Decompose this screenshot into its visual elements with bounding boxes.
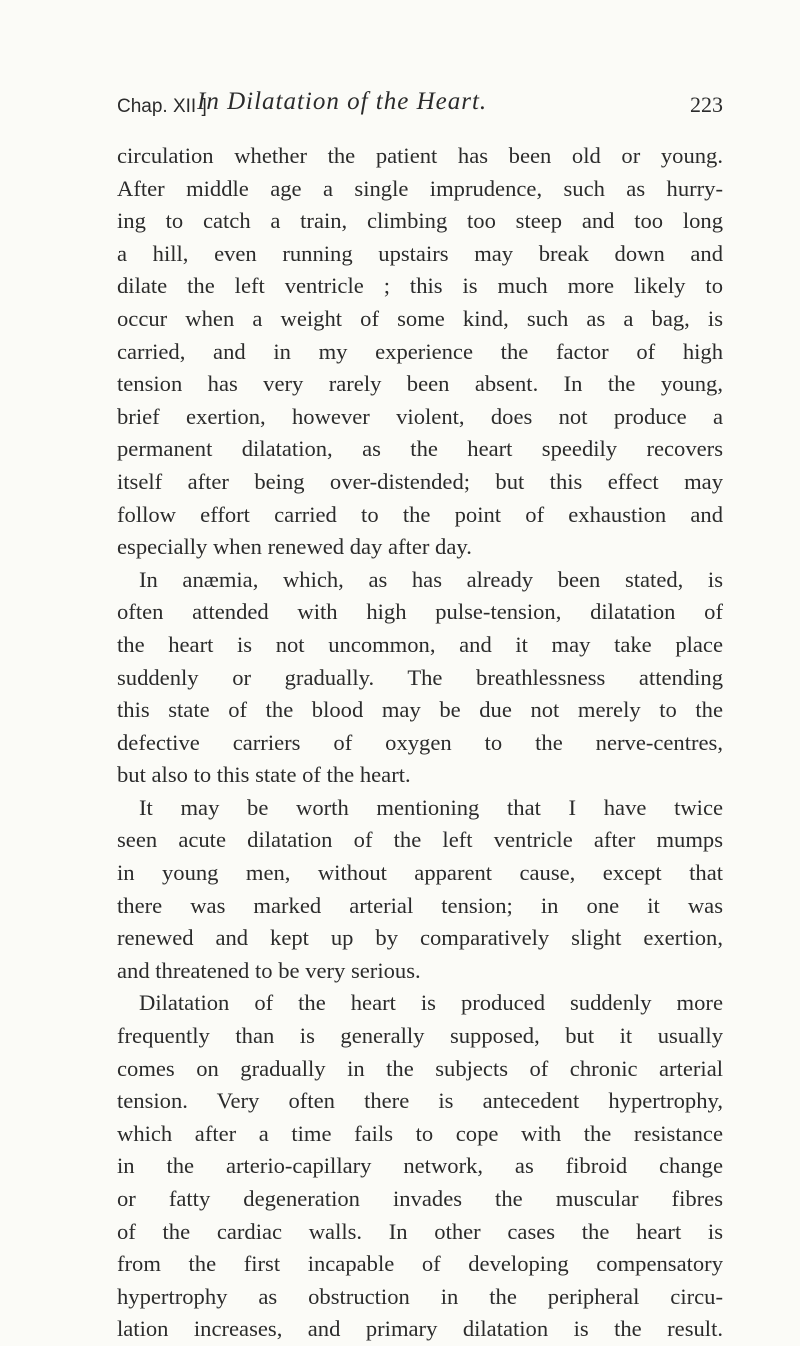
text-line: the heart is not uncommon, and it may take place: [117, 631, 723, 657]
text-line: which after a time fails to cope with the resistance: [117, 1120, 723, 1146]
text-line: suddenly or gradually. The breathlessness attending: [117, 664, 723, 690]
text-line: this state of the blood may be due not merely to the: [117, 697, 723, 723]
text-line: dilate the left ventricle ; this is much more likely to: [117, 273, 723, 299]
text-line: in young men, without apparent cause, except that: [117, 860, 723, 886]
text-line: of the cardiac walls. In other cases the heart is: [117, 1218, 723, 1244]
text-line: follow effort carried to the point of exhaustion and: [117, 501, 723, 527]
page-number: 223: [690, 92, 723, 117]
text-line: and threatened to be very serious.: [117, 957, 421, 983]
text-line: especially when renewed day after day.: [117, 534, 472, 560]
text-line: hypertrophy as obstruction in the peripheral circu-: [117, 1283, 723, 1309]
text-line: itself after being over-distended; but this effect may: [117, 468, 723, 494]
text-line: seen acute dilatation of the left ventricle after mumps: [117, 827, 723, 853]
page-body-text: [117, 140, 723, 1346]
text-line: from the first incapable of developing compensatory: [117, 1251, 723, 1277]
text-line: comes on gradually in the subjects of chronic arterial: [117, 1055, 723, 1081]
text-line: lation increases, and primary dilatation is the result.: [117, 1316, 723, 1342]
text-line: carried, and in my experience the factor of high: [117, 338, 723, 364]
text-line: permanent dilatation, as the heart speedily recovers: [117, 436, 723, 462]
text-line: Dilatation of the heart is produced suddenly more: [139, 990, 723, 1016]
text-line: frequently than is generally supposed, but it usually: [117, 1023, 723, 1049]
running-title: In Dilatation of the Heart.: [197, 88, 488, 115]
text-line: circulation whether the patient has been old or young.: [117, 143, 723, 168]
text-line: In anæmia, which, as has already been stated, is: [139, 566, 723, 592]
text-line: in the arterio-capillary network, as fibroid change: [117, 1153, 723, 1179]
text-line: renewed and kept up by comparatively slight exertion,: [117, 925, 723, 951]
text-line: or fatty degeneration invades the muscular fibres: [117, 1186, 723, 1211]
text-line: ing to catch a train, climbing too steep and too long: [117, 208, 723, 234]
text-line: After middle age a single imprudence, such as hurry-: [117, 175, 723, 201]
text-line: tension. Very often there is antecedent hypertrophy,: [117, 1088, 723, 1114]
text-line: but also to this state of the heart.: [117, 762, 411, 788]
text-line: brief exertion, however violent, does not produce a: [117, 403, 723, 429]
text-line: It may be worth mentioning that I have twice: [139, 794, 723, 820]
text-line: defective carriers of oxygen to the nerve-centres,: [117, 729, 723, 755]
running-header: [117, 88, 723, 128]
text-line: tension has very rarely been absent. In the young,: [117, 371, 723, 397]
text-line: a hill, even running upstairs may break down and: [117, 240, 723, 266]
text-line: occur when a weight of some kind, such as a bag, is: [117, 305, 723, 331]
text-line: often attended with high pulse-tension, dilatation of: [117, 599, 723, 625]
chapter-label: Chap. XII ]: [117, 96, 207, 117]
text-line: there was marked arterial tension; in one it was: [117, 892, 723, 918]
